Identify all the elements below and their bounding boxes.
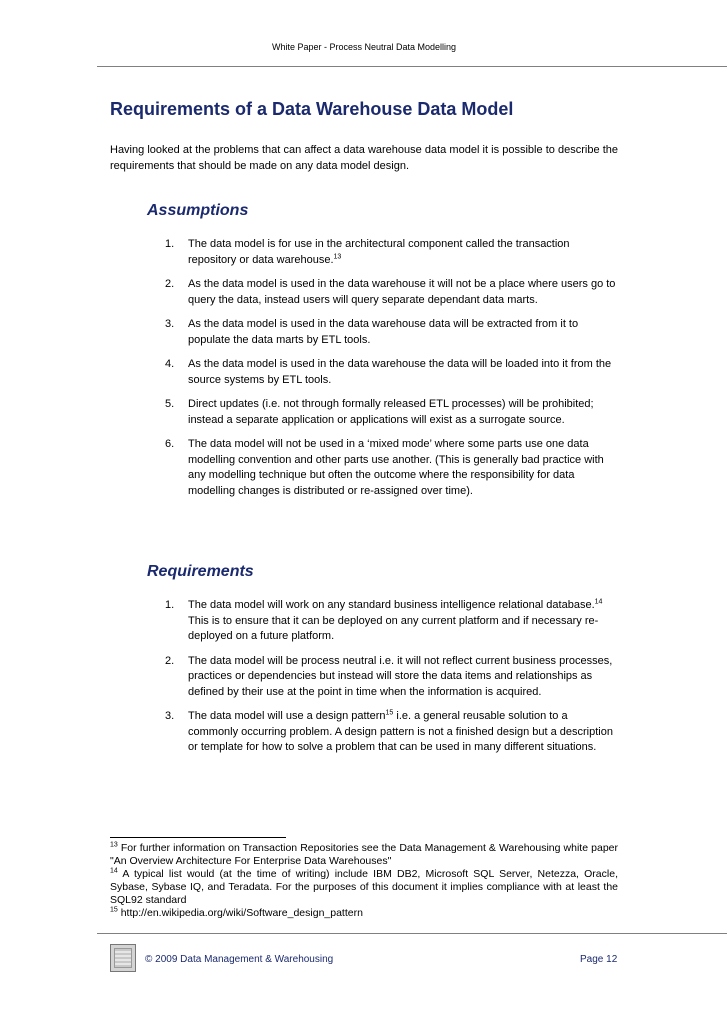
running-header: White Paper - Process Neutral Data Modelling bbox=[271, 42, 457, 52]
footnote bbox=[110, 868, 618, 907]
footnote-link[interactable]: http://en.wikipedia.org/wiki/Software_design_pattern bbox=[117, 907, 363, 919]
footnotes bbox=[110, 842, 618, 920]
list-item-text: The data model will not be used in a ‘mixed mode’ where some parts use one data modelling convention and other parts use another. (This is generally bad practice with any modelling technique but often the outcome where the responsibility for data modelling changes is distributed or re-assigned over time). bbox=[188, 438, 604, 497]
list-number: 3. bbox=[165, 710, 175, 722]
list-number: 1. bbox=[165, 238, 175, 250]
footnote-text: For further information on Transaction Repositories see the Data Management & Warehousing white paper "An Overview Architecture For Enterprise Data Warehouses" bbox=[110, 842, 618, 867]
page-number: Page 12 bbox=[580, 954, 618, 965]
header-divider bbox=[97, 66, 727, 67]
page-title: Requirements of a Data Warehouse Data Model bbox=[110, 99, 514, 119]
list-number: 4. bbox=[165, 358, 175, 370]
list-number: 3. bbox=[165, 318, 175, 330]
list-item bbox=[165, 277, 618, 308]
list-item bbox=[165, 357, 618, 388]
assumptions-list bbox=[165, 237, 618, 508]
requirements-list bbox=[165, 598, 618, 765]
footnote-number: 15 bbox=[110, 906, 118, 914]
list-item bbox=[165, 709, 618, 756]
requirements-heading: Requirements bbox=[147, 563, 254, 580]
list-item bbox=[165, 437, 618, 499]
list-item bbox=[165, 237, 618, 268]
assumptions-heading: Assumptions bbox=[147, 202, 249, 219]
list-item bbox=[165, 654, 618, 701]
footnote-text: A typical list would (at the time of writing) include IBM DB2, Microsoft SQL Server, Netezza, Oracle, Sybase, Sybase IQ, and Teradata. For the purposes of this document it implies compliance with at least the SQL92 standard bbox=[110, 868, 618, 906]
list-item-text: As the data model is used in the data warehouse it will not be a place where users go to query the data, instead users will query separate dependant data marts. bbox=[188, 278, 616, 306]
list-item-text: As the data model is used in the data warehouse data will be extracted from it to populate the data marts by ETL tools. bbox=[188, 318, 579, 346]
footnote-ref[interactable]: 13 bbox=[333, 252, 342, 260]
list-item-text-cont: This is to ensure that it can be deployed on any current platform and if necessary re-deployed on a future platform. bbox=[188, 614, 599, 642]
list-item-text: The data model is for use in the architectural component called the transaction repository or data warehouse. bbox=[188, 238, 570, 266]
footnote bbox=[110, 907, 618, 920]
footnote-ref[interactable]: 14 bbox=[594, 598, 603, 606]
list-item-text-cont: i.e. a general reusable solution to a commonly occurring problem. A design pattern is not a finished design but a description or template for how to solve a problem that can be used in many different situations. bbox=[188, 710, 613, 753]
company-logo-icon bbox=[110, 944, 136, 972]
footnote-number: 14 bbox=[110, 867, 118, 875]
footnote bbox=[110, 842, 618, 868]
list-number: 6. bbox=[165, 438, 175, 450]
footnote-divider bbox=[110, 837, 286, 838]
footnote-ref[interactable]: 15 bbox=[385, 709, 394, 717]
list-item bbox=[165, 397, 618, 428]
list-number: 2. bbox=[165, 278, 175, 290]
list-item bbox=[165, 598, 618, 645]
intro-paragraph: Having looked at the problems that can affect a data warehouse data model it is possible to describe the requirements that should be made on any data model design. bbox=[110, 144, 618, 172]
list-item-text: The data model will be process neutral i.e. it will not reflect current business processes, practices or dependencies but instead will store the data items and relationships as defined by their use at the point in time when the information is acquired. bbox=[188, 654, 613, 698]
list-number: 1. bbox=[165, 599, 175, 611]
list-item-text: The data model will use a design pattern bbox=[188, 710, 386, 722]
footnote-number: 13 bbox=[110, 841, 118, 849]
list-number: 2. bbox=[165, 654, 175, 667]
list-item-text: The data model will work on any standard business intelligence relational database. bbox=[188, 599, 595, 611]
list-item-text: Direct updates (i.e. not through formally released ETL processes) will be prohibited; instead a separate application or applications will exist as a surrogate source. bbox=[188, 398, 594, 426]
list-item bbox=[165, 317, 618, 348]
list-number: 5. bbox=[165, 398, 175, 410]
footer-copyright: © 2009 Data Management & Warehousing bbox=[145, 954, 334, 965]
footer-divider bbox=[97, 933, 727, 934]
list-item-text: As the data model is used in the data warehouse the data will be loaded into it from the source systems by ETL tools. bbox=[188, 358, 612, 386]
